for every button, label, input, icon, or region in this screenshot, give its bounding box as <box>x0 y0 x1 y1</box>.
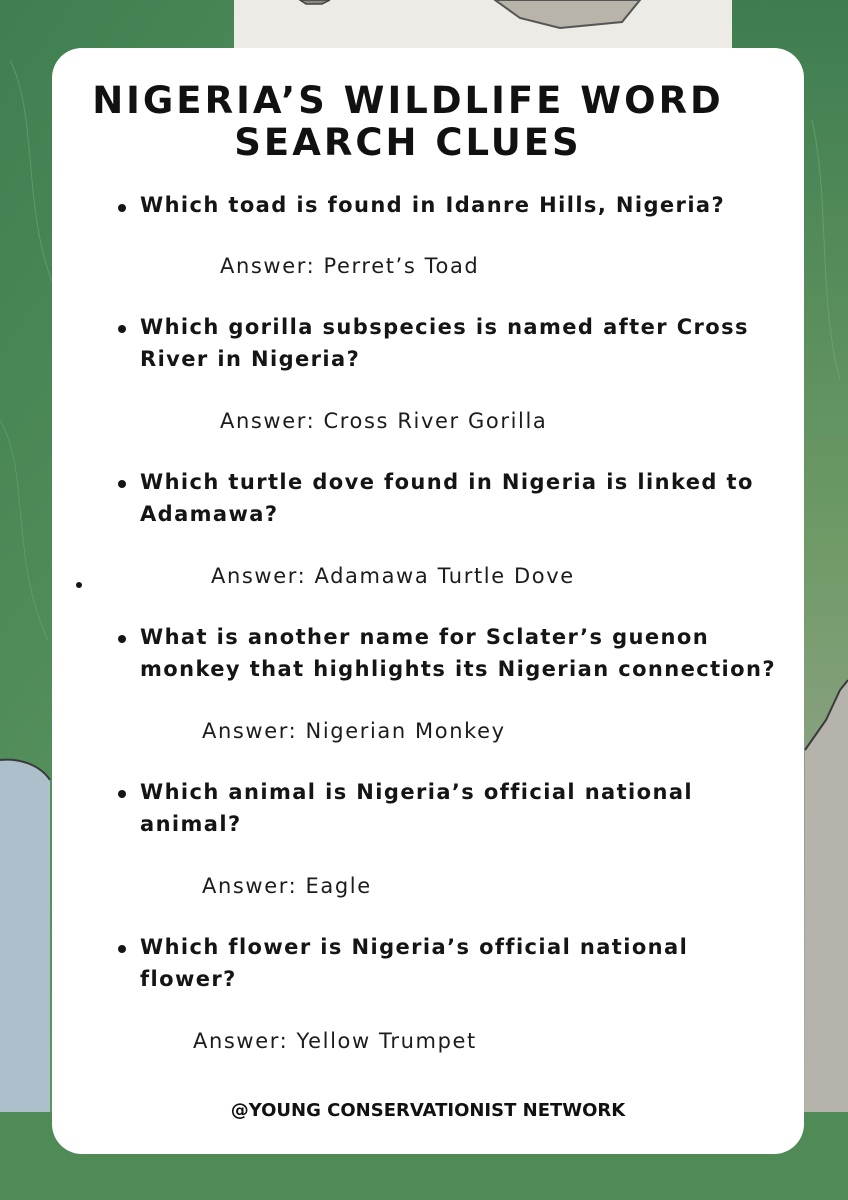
bullet-icon <box>118 480 126 488</box>
bullet-icon <box>118 325 126 333</box>
title-line-2: SEARCH CLUES <box>234 121 582 164</box>
footer-credit: @YOUNG CONSERVATIONIST NETWORK <box>230 1100 626 1121</box>
stray-dot <box>76 582 82 588</box>
title-line-1: NIGERIA’S WILDLIFE WORD <box>92 79 724 122</box>
clue-answer: Answer: Perret’s Toad <box>220 254 480 278</box>
clue-answer: Answer: Cross River Gorilla <box>220 409 548 433</box>
clue-question: Which animal is Nigeria’s official national animal? <box>140 780 694 836</box>
bullet-icon <box>118 635 126 643</box>
bullet-icon <box>118 204 126 212</box>
clue-question: Which flower is Nigeria’s official national flower? <box>140 935 689 991</box>
bullet-icon <box>118 790 126 798</box>
page-title <box>0 80 816 164</box>
clue-question: Which turtle dove found in Nigeria is linked to Adamawa? <box>140 470 754 526</box>
clue-answer: Answer: Yellow Trumpet <box>193 1029 477 1053</box>
clue-answer: Answer: Eagle <box>202 874 372 898</box>
bullet-icon <box>118 945 126 953</box>
clue-answer: Answer: Nigerian Monkey <box>202 719 506 743</box>
clue-question: Which toad is found in Idanre Hills, Nigeria? <box>140 193 726 217</box>
clue-question: What is another name for Sclater’s guenon monkey that highlights its Nigerian connection? <box>140 625 776 681</box>
clue-question: Which gorilla subspecies is named after Cross River in Nigeria? <box>140 315 749 371</box>
clue-answer: Answer: Adamawa Turtle Dove <box>211 564 575 588</box>
